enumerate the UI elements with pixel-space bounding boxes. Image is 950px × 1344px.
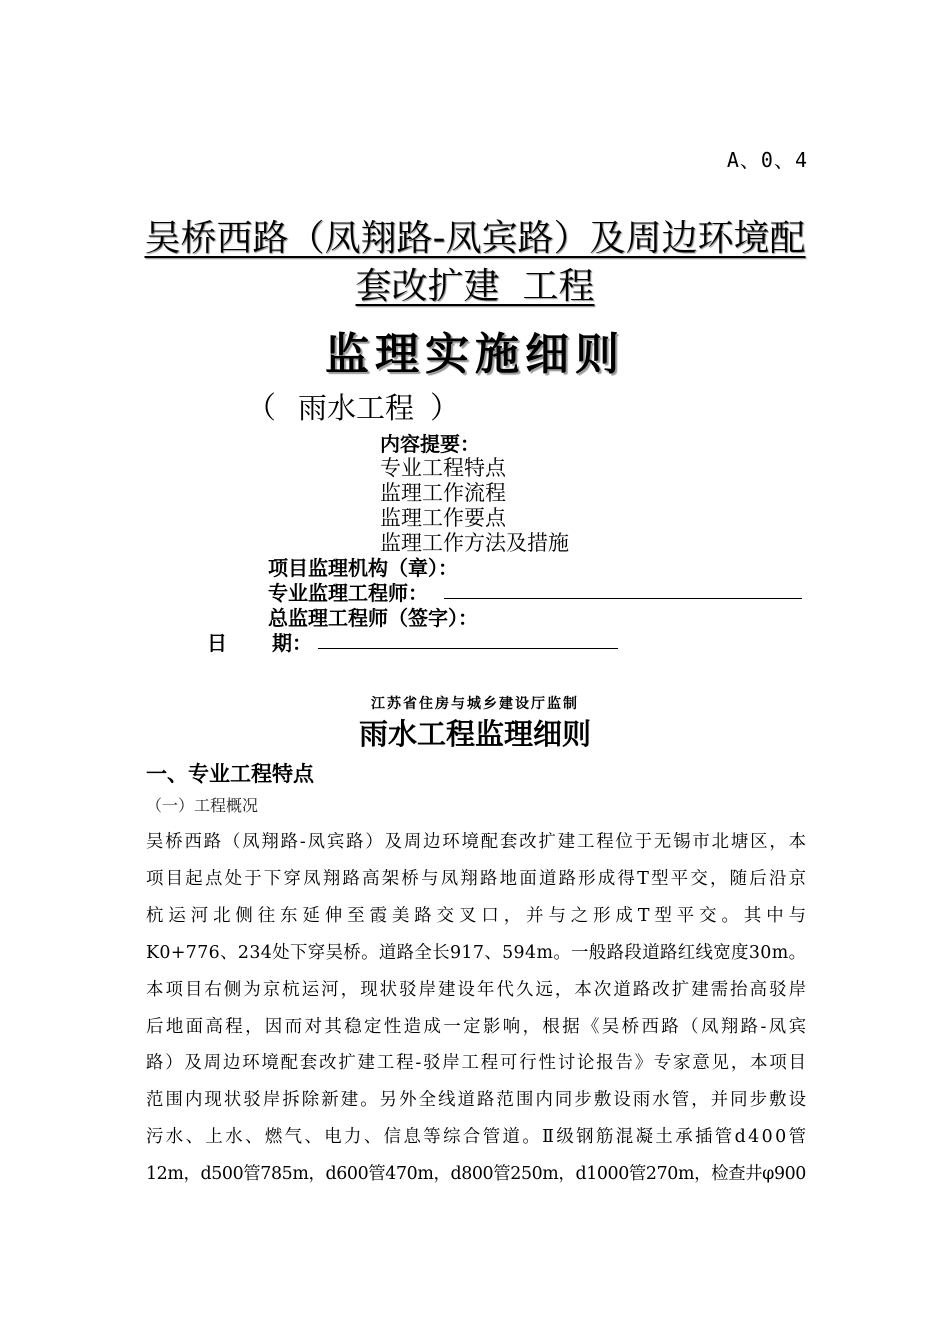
paragraph-line: 12m，d500管785m，d600管470m，d800管250m，d1000管270m，检查井φ900	[146, 1164, 806, 1185]
section-heading: 一、专业工程特点	[146, 762, 314, 786]
paragraph-line: 后地面高程，因而对其稳定性造成一定影响，根据《吴桥西路（凤翔路-凤宾	[146, 1016, 809, 1037]
overview-paragraph	[146, 824, 811, 1193]
date-line	[318, 648, 618, 649]
sign-engineer-label: 专业监理工程师：	[268, 581, 428, 605]
engineer-signature-line	[444, 598, 802, 599]
subsection-heading: （一）工程概况	[146, 796, 259, 815]
rule-title: 雨水工程监理细则	[358, 717, 591, 751]
subtitle-text: 雨水工程	[298, 391, 415, 425]
paragraph-line: 污水、上水、燃气、电力、信息等综合管道。Ⅱ级钢筋混凝土承插管d400管	[146, 1127, 809, 1148]
subtitle	[246, 383, 460, 427]
sign-org-label: 项目监理机构（章）：	[268, 556, 458, 580]
summary-heading: 内容提要：	[380, 432, 480, 456]
summary-item: 监理工作方法及措施	[380, 531, 569, 555]
sign-date-label: 期：	[272, 631, 312, 655]
paragraph-line: 杭运河北侧往东延伸至霞美路交叉口，并与之形成T型平交。其中与	[146, 905, 811, 926]
paragraph-line: 吴桥西路（凤翔路-凤宾路）及周边环境配套改扩建工程位于无锡市北塘区，本	[146, 832, 808, 852]
main-title: 监理实施细则	[325, 329, 625, 380]
summary-item: 专业工程特点	[380, 456, 506, 480]
paragraph-line: 范围内现状驳岸拆除新建。另外全线道路范围内同步敷设雨水管，并同步敷设	[146, 1090, 809, 1111]
paragraph-line: 项目起点处于下穿凤翔路高架桥与凤翔路地面道路形成得T型平交，随后沿京	[146, 868, 809, 889]
summary-item: 监理工作要点	[380, 506, 506, 530]
project-title-line-1: 吴桥西路（凤翔路-凤宾路）及周边环境配	[144, 218, 806, 259]
subtitle-open-paren: （	[246, 391, 276, 426]
sign-chief-label: 总监理工程师（签字）：	[268, 606, 478, 630]
subtitle-close-paren: ）	[430, 391, 461, 426]
paragraph-line: 路）及周边环境配套改扩建工程-驳岸工程可行性讨论报告》专家意见，本项目	[146, 1053, 808, 1074]
project-title-line-2: 套改扩建 工程	[355, 266, 595, 307]
summary-item: 监理工作流程	[380, 481, 506, 505]
document-code: A、0、4	[726, 148, 808, 172]
paragraph-line: 本项目右侧为京杭运河，现状驳岸建设年代久远，本次道路改扩建需抬高驳岸	[146, 979, 809, 1000]
supervised-by: 江苏省住房与城乡建设厅监制	[371, 696, 579, 712]
sign-date-char-1: 日	[207, 631, 227, 655]
paragraph-line: K0+776、234处下穿吴桥。道路全长917、594m。一般路段道路红线宽度30m。	[146, 942, 807, 963]
